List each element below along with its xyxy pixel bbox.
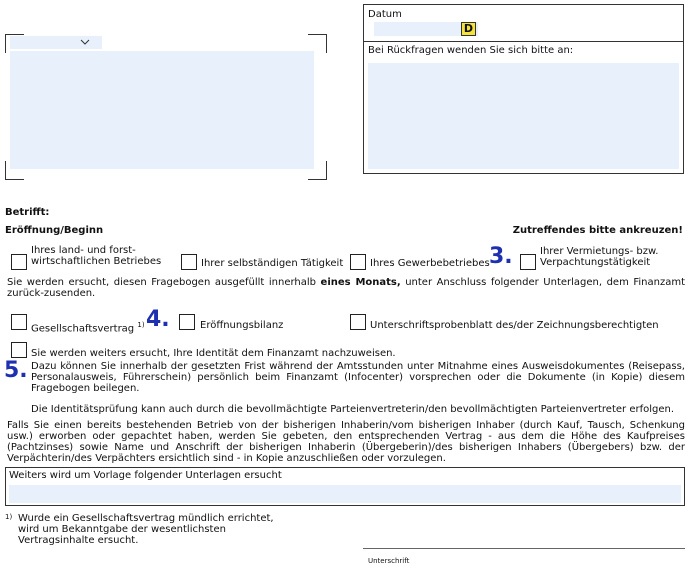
checkbox-vermietung[interactable] bbox=[520, 254, 536, 270]
datum-badge: D bbox=[461, 22, 476, 36]
datum-row-divider bbox=[364, 41, 683, 42]
signature-label: Unterschrift bbox=[368, 557, 410, 565]
extra-documents-field[interactable] bbox=[9, 485, 681, 503]
takeover-paragraph: Falls Sie einen bereits bestehenden Betrieb von der bisherigen Inhaberin/vom bisherigen Inhaber (durch Kauf, Tausch, Schenkung usw.) erworben oder gepachtet haben, werden Sie gebeten, den entsprechenden Vertrag - aus dem die Höhe des Kaufpreises (Pachtzinses) sowie Name und Anschrift der bisherigen Inhaberin (Übergeberin)/des bisherigen Inhabers (Übergebers) bzw. der Verpächterin/des Verpächters ersichtlich sind - in Kopie anzuschließen oder vorzulegen. bbox=[7, 420, 685, 464]
return-request-text: Sie werden ersucht, diesen Fragebogen ausgefüllt innerhalb eines Monats, unter Anschluss folgender Unterlagen, dem Finanzamt zurück-zusenden. bbox=[7, 277, 685, 299]
checkbox-identitaet[interactable] bbox=[11, 342, 27, 358]
chevron-down-icon bbox=[80, 38, 90, 46]
betrifft-label: Betrifft: bbox=[5, 207, 50, 218]
footnote-mark: 1) bbox=[5, 513, 13, 521]
step-number-5: 5. bbox=[4, 358, 28, 383]
signature-line[interactable] bbox=[363, 548, 685, 549]
contact-field[interactable] bbox=[368, 63, 679, 169]
checkbox-land-forst[interactable] bbox=[11, 254, 27, 270]
label-eroeffnungsbilanz: Eröffnungsbilanz bbox=[200, 320, 284, 331]
identity-instructions: Dazu können Sie innerhalb der gesetzten Frist während der Amtsstunden unter Mitnahme eines Ausweisdokumentes (Reisepass, Personalausweis, Führerschein) persönlich beim Finanzamt (Infocenter) vorsprechen oder die Dokumente (in Kopie) diesem Fragebogen beilegen. bbox=[31, 361, 685, 394]
address-field[interactable] bbox=[10, 51, 314, 169]
checkbox-eroeffnungsbilanz[interactable] bbox=[179, 314, 195, 330]
label-unterschriftsprobenblatt: Unterschriftsprobenblatt des/der Zeichnungsberechtigten bbox=[370, 320, 659, 331]
extra-documents-label: Weiters wird um Vorlage folgender Unterlagen ersucht bbox=[9, 470, 282, 481]
label-gewerbe: Ihres Gewerbebetriebes bbox=[370, 258, 490, 269]
label-identitaet: Sie werden weiters ersucht, Ihre Identität dem Finanzamt nachzuweisen. bbox=[31, 348, 396, 359]
identity-proxy-text: Die Identitätsprüfung kann auch durch die bevollmächtigte Parteienvertreterin/den bevollmächtigten Parteienvertreter erfolgen. bbox=[31, 404, 675, 415]
checkbox-selbstaendig[interactable] bbox=[181, 254, 197, 270]
office-dropdown[interactable] bbox=[10, 36, 102, 49]
step-number-4: 4. bbox=[146, 307, 170, 332]
label-vermietung: Ihrer Vermietungs- bzw. Verpachtungstätigkeit bbox=[540, 246, 659, 268]
checkbox-unterschriftsprobenblatt[interactable] bbox=[350, 314, 366, 330]
label-land-forst: Ihres land- und forst- wirtschaftlichen Betriebes bbox=[31, 245, 162, 267]
footnote-text: Wurde ein Gesellschaftsvertrag mündlich errichtet, wird um Bekanntgabe der wesentlichsten Vertragsinhalte ersucht. bbox=[18, 513, 274, 546]
section-title: Eröffnung/Beginn bbox=[5, 225, 104, 236]
checkbox-gewerbe[interactable] bbox=[350, 254, 366, 270]
checkbox-gesellschaftsvertrag[interactable] bbox=[11, 314, 27, 330]
checkbox-hint: Zutreffendes bitte ankreuzen! bbox=[512, 225, 683, 236]
step-number-3: 3. bbox=[489, 244, 513, 269]
rueckfragen-label: Bei Rückfragen wenden Sie sich bitte an: bbox=[368, 45, 574, 56]
label-selbstaendig: Ihrer selbständigen Tätigkeit bbox=[201, 258, 344, 269]
datum-label: Datum bbox=[368, 9, 402, 20]
label-gesellschaftsvertrag: Gesellschaftsvertrag $^{1)}$ bbox=[31, 321, 145, 335]
